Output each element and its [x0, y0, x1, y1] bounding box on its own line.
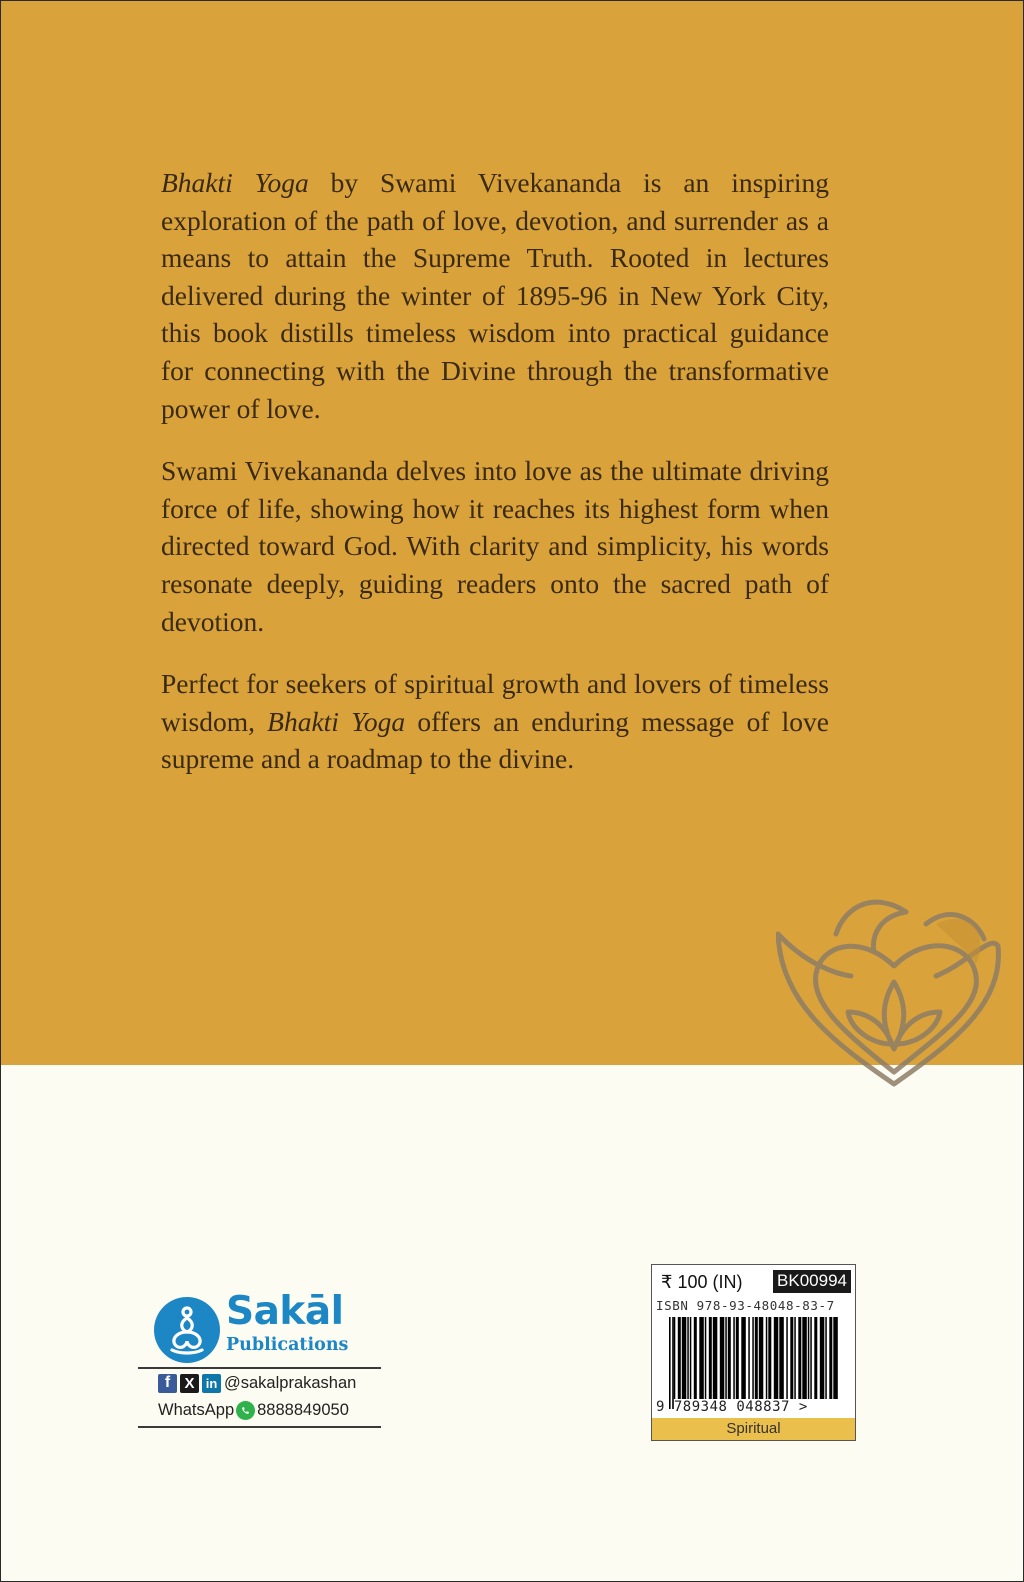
divider	[138, 1426, 381, 1428]
isbn: ISBN 978-93-48048-83-7	[656, 1298, 835, 1313]
facebook-icon[interactable]: f	[158, 1374, 177, 1393]
blurb-paragraph-2: Swami Vivekananda delves into love as the ultimate driving force of life, showing how it reaches its highest form when directed toward God. With clarity and simplicity, his words resonate deeply, guiding readers onto the sacred path of devotion.	[161, 455, 829, 637]
blurb-paragraph-3: Perfect for seekers of spiritual growth and lovers of timeless wisdom, Bhakti Yoga offers an enduring message of love supreme and a roadmap to the divine.	[161, 668, 830, 775]
genre-label: Spiritual	[652, 1418, 855, 1440]
whatsapp-number[interactable]: 8888849050	[257, 1400, 349, 1419]
blurb	[161, 164, 829, 803]
publisher-name: Sakāl	[226, 1289, 344, 1334]
price-barcode-box	[651, 1264, 856, 1441]
whatsapp-icon[interactable]	[236, 1401, 255, 1420]
price: ₹ 100 (IN)	[661, 1272, 743, 1292]
social-handle[interactable]: @sakalprakashan	[224, 1373, 357, 1392]
divider	[138, 1367, 381, 1369]
blurb-paragraph-1: Bhakti Yoga by Swami Vivekananda is an inspiring exploration of the path of love, devotion, and surrender as a means to attain the Supreme Truth. Rooted in lectures delivered during the winter of 1895-96 in New York City, this book distills timeless wisdom into practical guidance for connecting with the Divine through the transformative power of love.	[161, 167, 829, 424]
publisher-emblem-icon	[154, 1297, 220, 1363]
book-code: BK00994	[773, 1270, 851, 1293]
meditation-figure-icon	[154, 1297, 220, 1363]
whatsapp-label: WhatsApp	[158, 1400, 235, 1419]
whatsapp-contact	[158, 1399, 349, 1421]
publisher-subtitle: Publications	[226, 1335, 349, 1355]
barcode	[669, 1317, 847, 1409]
linkedin-icon[interactable]: in	[202, 1374, 221, 1393]
barcode-digits: 9 789348 048837 >	[656, 1399, 808, 1415]
heart-lotus-icon	[776, 894, 1011, 1089]
book-title-italic: Bhakti Yoga	[267, 705, 406, 737]
book-title-italic: Bhakti Yoga	[161, 167, 309, 198]
x-icon[interactable]: X	[180, 1374, 199, 1393]
social-links	[158, 1372, 356, 1394]
